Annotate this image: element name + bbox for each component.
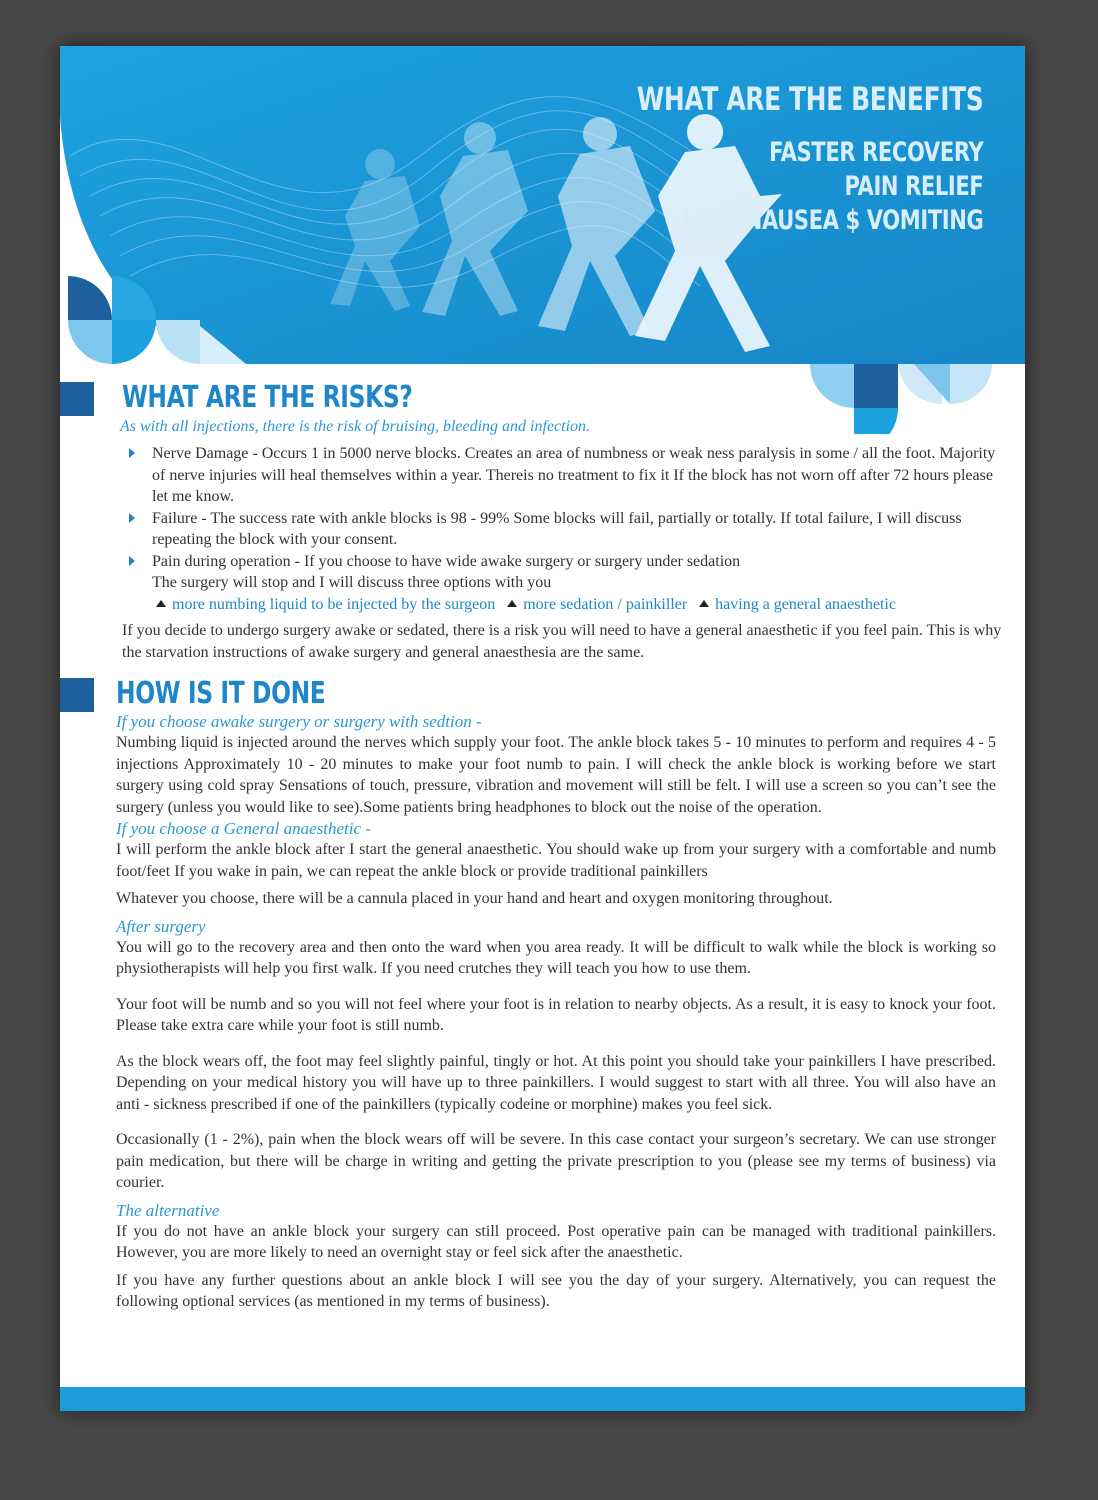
alternative-paragraph: If you do not have an ankle block your surgery can still proceed. Post operative pain can be managed with traditional painkillers. However, you are more likely to need an overnight stay or feel sick after the anaesthetic. <box>116 1222 996 1261</box>
list-item: Pain during operation - If you choose to have wide awake surgery or surgery under sedation The surgery will stop and I will discuss three options with you more numbing liquid to be injected by the surgeon more sedation / painkiller having a general anaesthetic <box>125 551 1005 616</box>
alternative-subheading: The alternative <box>116 1200 220 1220</box>
bullet-arrow-icon <box>129 556 135 566</box>
bottom-bar <box>60 1387 1025 1411</box>
section-marker <box>60 678 94 712</box>
risks-heading: WHAT ARE THE RISKS? <box>122 380 413 415</box>
right-decor-tiles <box>810 364 992 434</box>
bullet-continuation: The surgery will stop and I will discuss three options with you <box>152 574 552 591</box>
option-text: more sedation / painkiller <box>523 595 688 613</box>
benefits-panel <box>636 80 983 238</box>
risks-list <box>125 443 1005 615</box>
done-body <box>116 711 996 1313</box>
bullet-arrow-icon <box>129 513 135 523</box>
alternative-paragraph: If you have any further questions about an ankle block I will see you the day of your surgery. Alternatively, you can request the following optional services (as mentioned in my terms of business). <box>116 1271 996 1310</box>
after-paragraph: Your foot will be numb and so you will not feel where your foot is in relation to nearby objects. As a result, it is easy to knock your foot. Please take extra care while your foot is still numb. <box>116 995 996 1034</box>
options-row <box>152 594 1005 616</box>
leaflet-page <box>60 46 1025 1411</box>
option-text: more numbing liquid to be injected by the surgeon <box>172 595 496 613</box>
triangle-up-icon <box>507 600 517 607</box>
triangle-up-icon <box>699 600 709 607</box>
general-subheading: If you choose a General anaesthetic - <box>116 819 371 838</box>
done-heading: HOW IS IT DONE <box>116 676 326 711</box>
after-subheading: After surgery <box>116 916 206 936</box>
after-paragraph: You will go to the recovery area and then onto the ward when you area ready. It will be difficult to walk while the block is working so physiotherapists will help you first walk. If you need crutches they will teach you how to use them. <box>116 938 996 977</box>
risks-subtitle: As with all injections, there is the risk of bruising, bleeding and infection. <box>120 418 591 435</box>
risks-note: If you decide to undergo surgery awake or sedated, there is a risk you will need to have a general anaesthetic if you feel pain. This is why the starvation instructions of awake surgery and general anaesthesia are the same. <box>122 622 1002 661</box>
awake-paragraph: Numbing liquid is injected around the nerves which supply your foot. The ankle block takes 5 - 10 minutes to perform and requires 4 - 5 injections Approximately 10 - 20 minutes to make your foot numb to pain. I will check the ankle block is working before we start surgery using cold spray Sensations of touch, pressure, vibration and movement will still be felt. I will use a screen so you can’t see the surgery (unless you would like to see).Some patients bring headphones to block out the noise of the operation. <box>116 734 996 816</box>
triangle-up-icon <box>156 600 166 607</box>
list-item: Nerve Damage - Occurs 1 in 5000 nerve blocks. Creates an area of numbness or weak ness paralysis in some / all the foot. Majority of nerve injuries will heal themselves within a year. Thereis no treatment to fix it If the block has not worn off after 72 hours please let me know. <box>125 443 1005 508</box>
benefits-title: WHAT ARE THE BENEFITS <box>636 80 983 118</box>
hero-banner <box>60 46 1025 366</box>
general-paragraph: I will perform the ankle block after I start the general anaesthetic. You should wake up from your surgery with a comfortable and numb foot/feet If you wake in pain, we can repeat the ankle block or provide traditional painkillers <box>116 841 996 880</box>
whatever-paragraph: Whatever you choose, there will be a cannula placed in your hand and heart and oxygen monitoring throughout. <box>116 890 833 907</box>
section-marker <box>60 382 94 416</box>
benefit-item: LESS NAUSEA $ VOMITING <box>681 205 983 236</box>
after-paragraph: Occasionally (1 - 2%), pain when the block wears off will be severe. In this case contact your surgeon’s secretary. We can use stronger pain medication, but there will be charge in writing and getting the private prescription to you (please see my terms of business) via courier. <box>116 1131 996 1191</box>
benefit-item: PAIN RELIEF <box>844 171 983 202</box>
option-text: having a general anaesthetic <box>715 595 896 613</box>
bullet-arrow-icon <box>129 448 135 458</box>
list-item: Failure - The success rate with ankle blocks is 98 - 99% Some blocks will fail, partially or totally. If total failure, I will discuss repeating the block with your consent. <box>125 508 1005 551</box>
after-paragraph: As the block wears off, the foot may feel slightly painful, tingly or hot. At this point you should take your painkillers I have prescribed. Depending on your medical history you will have up to three painkillers. I would suggest to start with all three. You will also have an anti - sickness prescribed if one of the painkillers (typically codeine or morphine) makes you feel sick. <box>116 1052 996 1113</box>
benefit-item: FASTER RECOVERY <box>768 137 983 168</box>
awake-subheading: If you choose awake surgery or surgery with sedtion - <box>116 712 482 731</box>
